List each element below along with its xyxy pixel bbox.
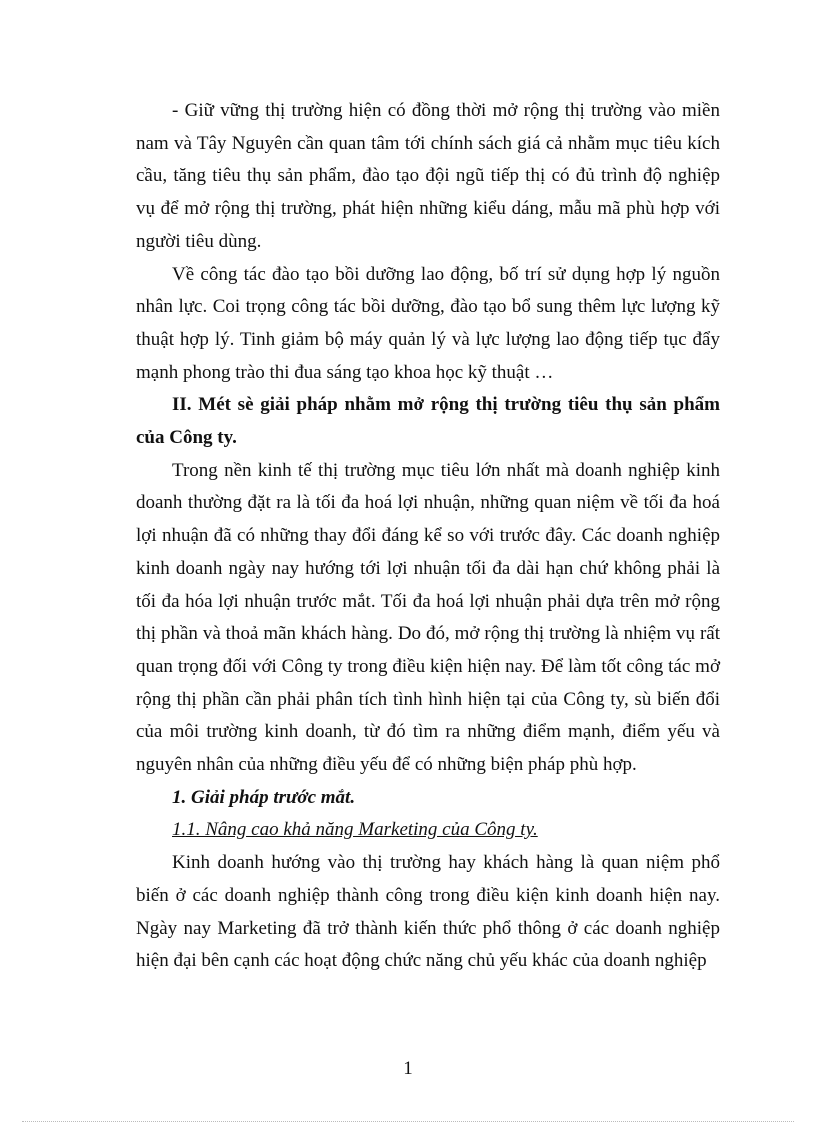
- subheading-immediate-solutions: 1. Giải pháp trước mắt.: [172, 786, 356, 808]
- page-number: 1: [403, 1058, 413, 1079]
- paragraph-market-economy: Trong nền kinh tế thị trường mục tiêu lớn nhất mà doanh nghiệp kinh doanh thường đặt ra là tối đa hoá lợi nhuận, những quan niệm về tối đa hoá lợi nhuận đã có những thay đổi đáng kể so với trước đây. Các doanh nghiệp kinh doanh ngày nay hướng tới lợi nhuận tối đa dài hạn chứ không phải là tối đa hóa lợi nhuận trước mắt. Tối đa hoá lợi nhuận phải dựa trên mở rộng thị phần và thoả mãn khách hàng. Do đó, mở rộng thị trường là nhiệm vụ rất quan trọng đối với Công ty trong điều kiện hiện nay. Để làm tốt công tác mở rộng thị phần cần phải phân tích tình hình hiện tại của Công ty, sù biến đổi của môi trường kinh doanh, từ đó tìm ra những điểm mạnh, điểm yếu và nguyên nhân của những điều yếu để có những biện pháp phù hợp.: [136, 459, 720, 776]
- document-page: [136, 95, 720, 978]
- subheading-marketing: 1.1. Nâng cao khả năng Marketing của Công ty.: [172, 819, 538, 841]
- paragraph-market-expansion: - Giữ vững thị trường hiện có đồng thời mở rộng thị trường vào miền nam và Tây Nguyên cần quan tâm tới chính sách giá cả nhằm mục tiêu kích cầu, tăng tiêu thụ sản phẩm, đào tạo đội ngũ tiếp thị có đủ trình độ nghiệp vụ để mở rộng thị trường, phát hiện những kiểu dáng, mẫu mã phù hợp với người tiêu dùng.: [136, 100, 720, 252]
- paragraph-training: Về công tác đào tạo bồi dưỡng lao động, bố trí sử dụng hợp lý nguồn nhân lực. Coi trọng công tác bồi dưỡng, đào tạo bổ sung thêm lực lượng kỹ thuật hợp lý. Tinh giảm bộ máy quản lý và lực lượng lao động tiếp tục đẩy mạnh phong trào thi đua sáng tạo khoa học kỹ thuật …: [136, 263, 720, 383]
- footer-divider: [22, 1121, 794, 1122]
- paragraph-marketing-body: Kinh doanh hướng vào thị trường hay khách hàng là quan niệm phổ biến ở các doanh nghiệp thành công trong điều kiện kinh doanh hiện nay. Ngày nay Marketing đã trở thành kiến thức phổ thông ở các doanh nghiệp hiện đại bên cạnh các hoạt động chức năng chủ yếu khác của doanh nghiệp: [136, 852, 720, 972]
- section-heading-ii: II. Mét sè giải pháp nhằm mở rộng thị trường tiêu thụ sản phẩm của Công ty.: [136, 394, 720, 449]
